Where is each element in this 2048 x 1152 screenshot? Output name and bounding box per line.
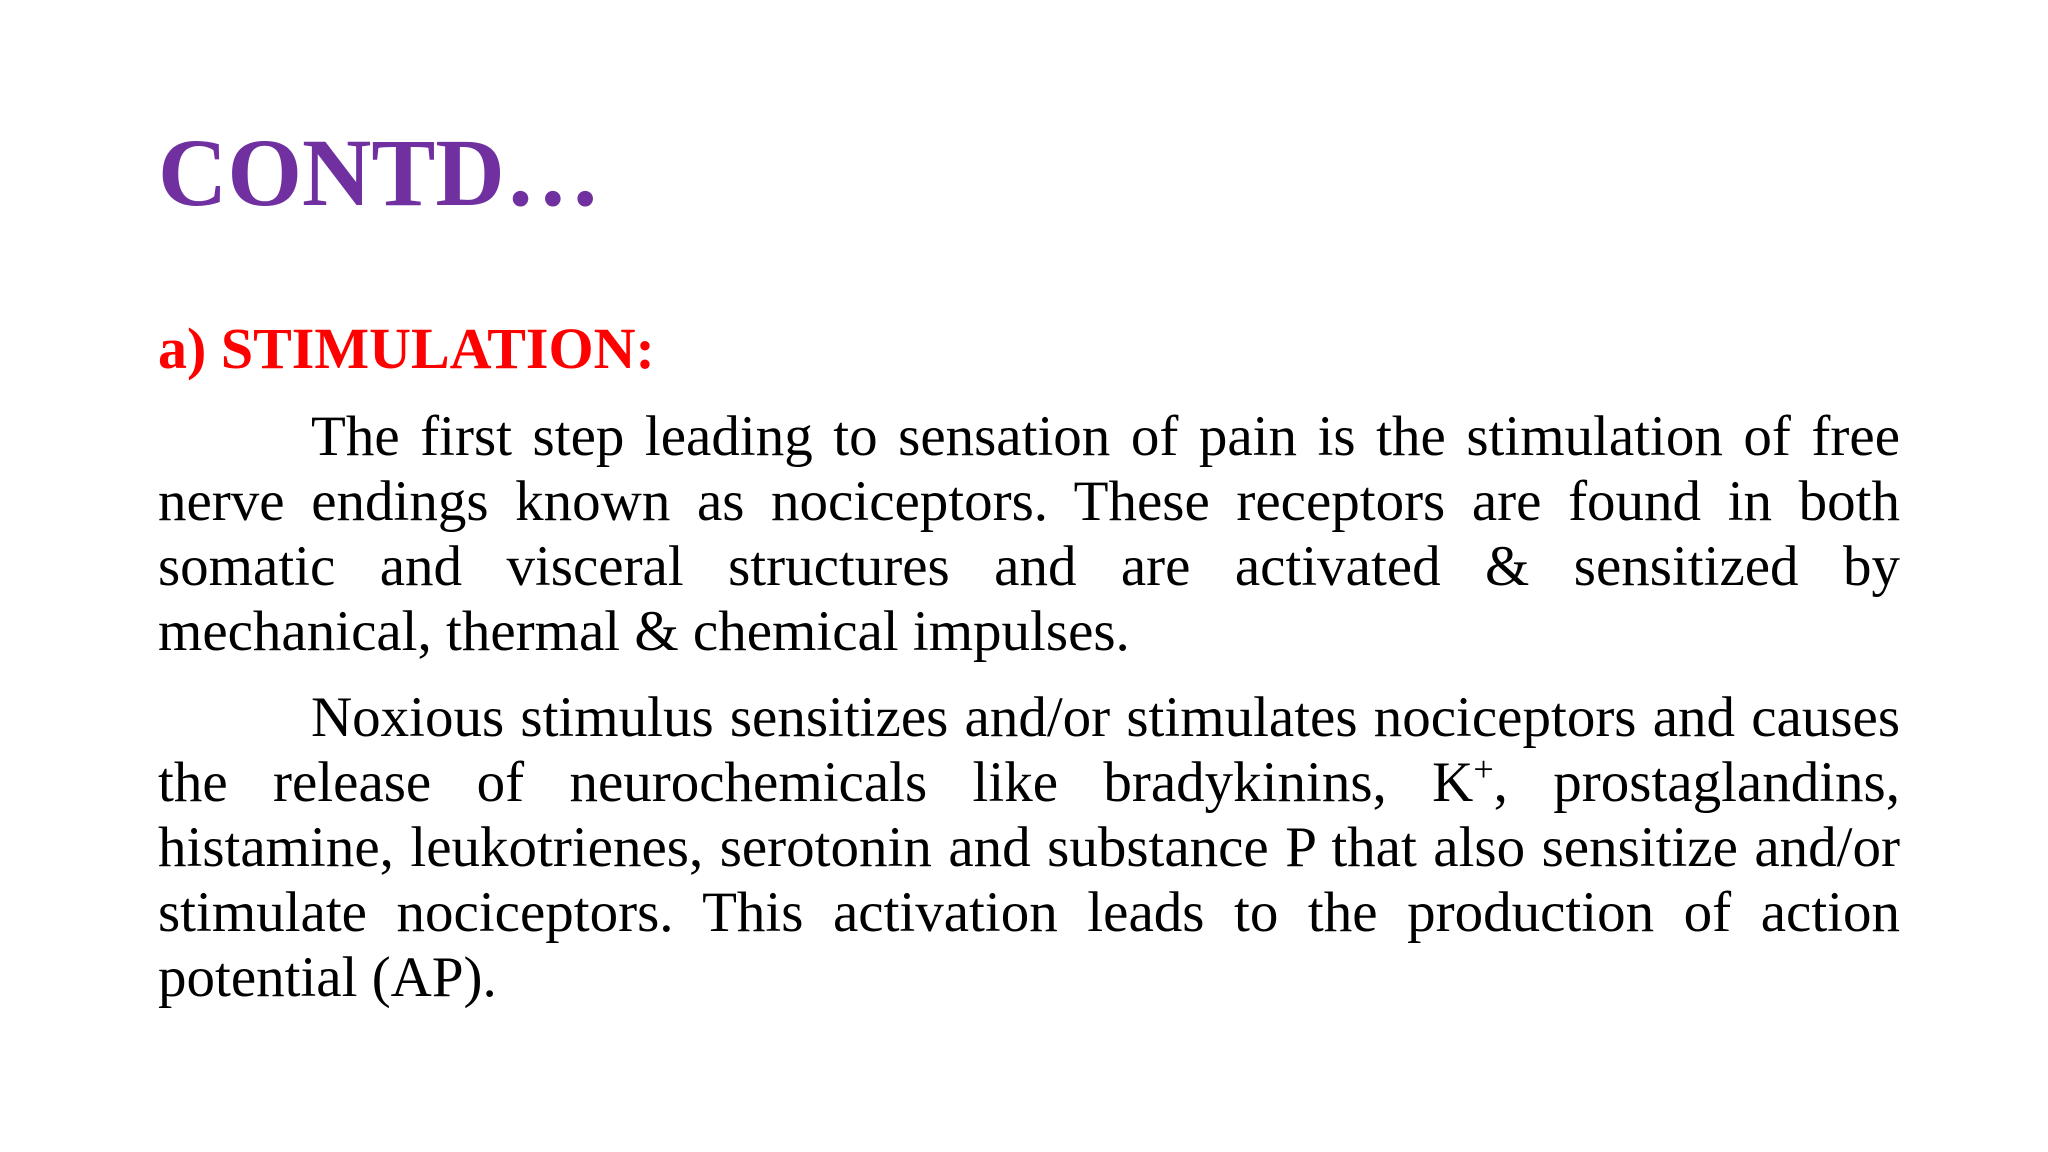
potassium-superscript: + bbox=[1473, 749, 1494, 789]
paragraph-2-text-start: Noxious stimulus sensitizes and/or stimulates nociceptors and causes the release of neurochemicals like bradykinins, K bbox=[158, 686, 1900, 814]
paragraph-2 bbox=[158, 685, 1900, 1010]
paragraph-1: The first step leading to sensation of pain is the stimulation of free nerve endings known as nociceptors. These receptors are found in both somatic and visceral structures and are activated & sensitized by mechanical, thermal & chemical impulses. bbox=[158, 405, 1900, 663]
section-heading: a) STIMULATION: bbox=[158, 316, 655, 381]
paragraph-2-text-end: , prostaglandins, histamine, leukotrienes, serotonin and substance P that also sensitize and/or stimulate nociceptors. This activation leads to the production of action potential (AP). bbox=[158, 751, 1900, 1009]
slide-title: CONTD… bbox=[158, 119, 601, 226]
